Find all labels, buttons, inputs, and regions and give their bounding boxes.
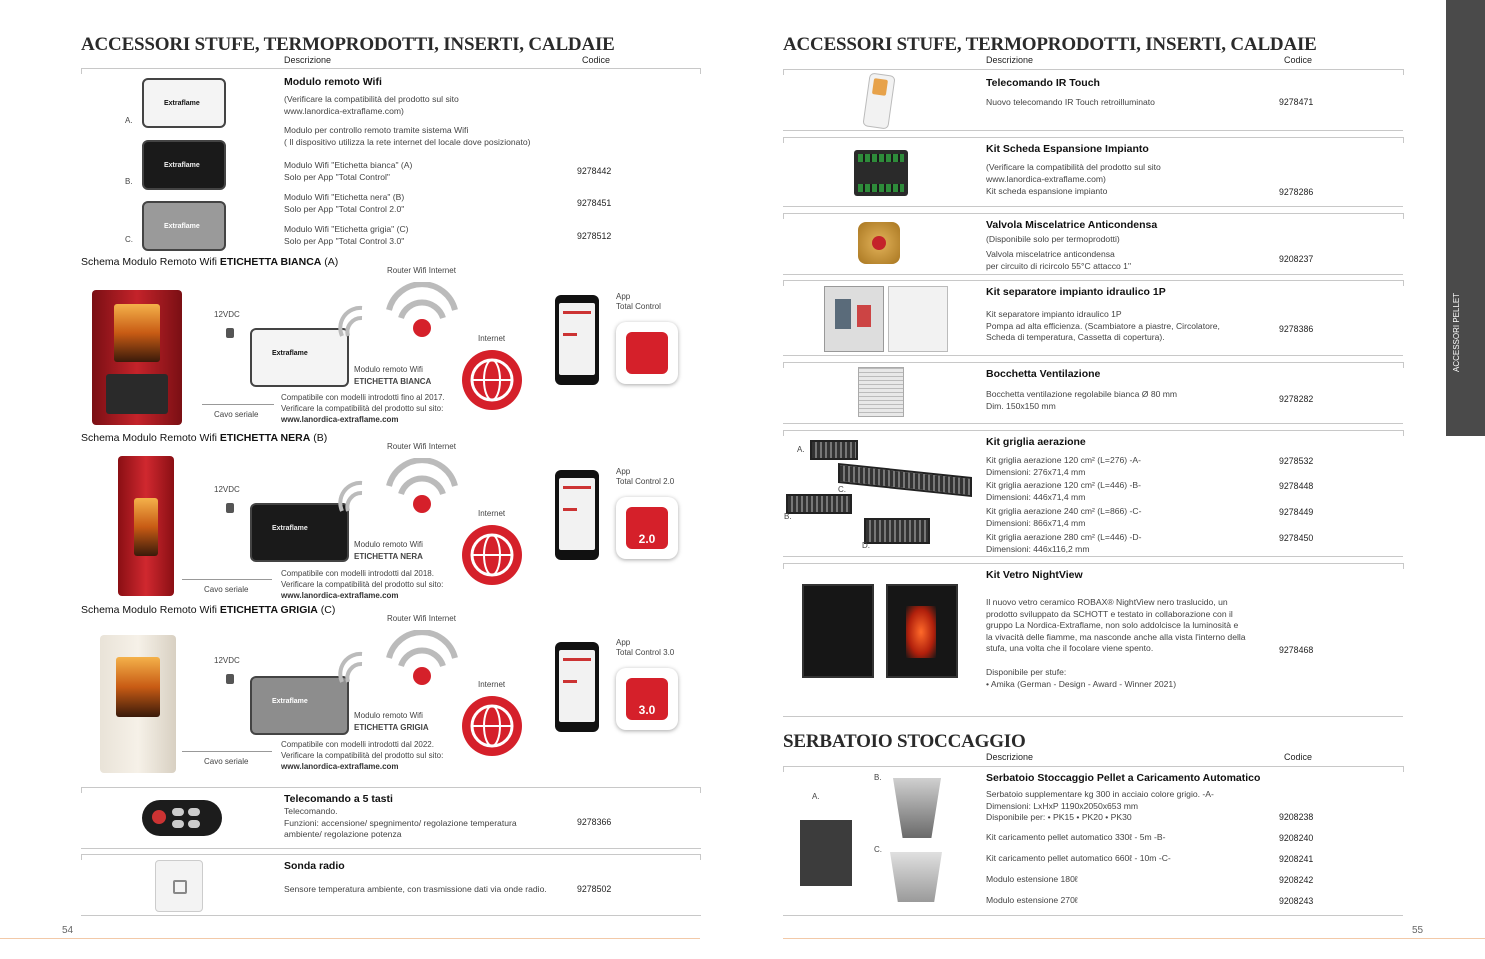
app-icon: 3.0 xyxy=(616,668,678,730)
pellet-tank-image xyxy=(800,820,852,886)
plug-icon xyxy=(226,503,234,513)
product-code: 9278451 xyxy=(577,198,612,208)
product-code: 9208238 xyxy=(1279,812,1314,822)
module-label-bold: ETICHETTA GRIGIA xyxy=(354,723,429,732)
globe-icon xyxy=(462,350,522,410)
grille-item-text: Kit griglia aerazione 280 cm² (L=446) -D- Dimensioni: 446x116,2 mm xyxy=(986,532,1142,554)
grille-item-text: Kit griglia aerazione 240 cm² (L=866) -C- Dimensioni: 866x71,4 mm xyxy=(986,506,1142,528)
power-label: 12VDC xyxy=(214,310,240,319)
ir-remote-image xyxy=(862,72,895,129)
internet-label: Internet xyxy=(478,334,506,343)
module-label: Modulo remoto Wifi xyxy=(354,365,423,374)
separator-cover-image xyxy=(888,286,948,352)
product-code: 9278471 xyxy=(1279,97,1314,107)
product-code: 9208241 xyxy=(1279,854,1314,864)
tank-row-text: Kit caricamento pellet automatico 330ℓ - 5m -B- xyxy=(986,832,1166,842)
stove-white-image xyxy=(100,635,176,773)
schema-title: Schema Modulo Remoto Wifi ETICHETTA GRIGIA (C) xyxy=(81,604,336,616)
wifi-signal-icon xyxy=(338,646,368,686)
product-code: 9278282 xyxy=(1279,394,1314,404)
grille-letter: A. xyxy=(797,445,805,454)
grille-letter: B. xyxy=(784,512,792,521)
globe-icon xyxy=(462,525,522,585)
app-label: App Total Control 3.0 xyxy=(616,638,675,657)
wifi-signal-icon xyxy=(338,300,368,340)
product-name: Kit Vetro NightView xyxy=(986,569,1083,581)
product-note: (Disponibile solo per termoprodotti) xyxy=(986,234,1120,244)
stove-red-image xyxy=(92,290,182,425)
schema-title: Schema Modulo Remoto Wifi ETICHETTA BIANCA (A) xyxy=(81,256,339,268)
wifi-module-image: Extraflame xyxy=(250,503,349,562)
website-link[interactable]: www.lanordica-extraflame.com xyxy=(281,762,399,771)
product-description: Kit separatore impianto idraulico 1P Pompa ad alta efficienza. (Scambiatore a piastre, Circolatore, Scheda di temperatura, Cassetta di copertura). xyxy=(986,309,1220,342)
product-code: 9208242 xyxy=(1279,875,1314,885)
cable-label: Cavo seriale xyxy=(204,757,249,766)
tank-letter: C. xyxy=(874,845,882,854)
product-code: 9278502 xyxy=(577,884,612,894)
aeration-grille-a-image xyxy=(810,440,858,460)
app-icon xyxy=(616,322,678,384)
compatibility-text: Compatibile con modelli introdotti fino al 2017. Verificare la compatibilità del prodotto sul sito: xyxy=(281,393,445,413)
product-code: 9278386 xyxy=(1279,324,1314,334)
cable-label: Cavo seriale xyxy=(214,410,259,419)
globe-icon xyxy=(462,696,522,756)
column-header-code: Codice xyxy=(1284,55,1313,65)
product-name: Bocchetta Ventilazione xyxy=(986,368,1101,380)
product-code: 9278366 xyxy=(577,817,612,827)
variant-text: Modulo Wifi "Etichetta bianca" (A) Solo per App "Total Control" xyxy=(284,160,413,182)
grille-item-text: Kit griglia aerazione 120 cm² (L=276) -A- Dimensioni: 276x71,4 mm xyxy=(986,455,1141,477)
column-header-description: Descrizione xyxy=(986,752,1034,762)
product-note: (Verificare la compatibilità del prodotto sul sito www.lanordica-extraflame.com) xyxy=(284,94,459,116)
stove-red-slim-image xyxy=(118,456,174,596)
variant-text: Modulo Wifi "Etichetta nera" (B) Solo per App "Total Control 2.0" xyxy=(284,192,405,214)
section-side-tab[interactable]: ACCESSORI PELLET xyxy=(1446,0,1485,436)
smartphone-image xyxy=(555,295,599,385)
cable-label: Cavo seriale xyxy=(204,585,249,594)
website-link[interactable]: www.lanordica-extraflame.com xyxy=(281,415,399,424)
product-name: Valvola Miscelatrice Anticondensa xyxy=(986,219,1158,231)
tank-row-text: Modulo estensione 180ℓ xyxy=(986,874,1078,884)
variant-letter: C. xyxy=(125,235,133,244)
product-description: Modulo per controllo remoto tramite sistema Wifi ( Il dispositivo utilizza la rete internet del locale dove posizionato) xyxy=(284,125,531,147)
aeration-grille-b-image xyxy=(786,494,852,514)
product-description: Sensore temperatura ambiente, con trasmissione dati via onde radio. xyxy=(284,884,547,894)
product-name: Modulo remoto Wifi xyxy=(284,76,382,88)
nightview-glass-on-image xyxy=(886,584,958,678)
aeration-grille-c-image xyxy=(838,463,972,497)
loading-kit-b-image xyxy=(893,778,941,838)
nightview-glass-off-image xyxy=(802,584,874,678)
product-availability: Disponibile per stufe: • Amika (German - Design - Award - Winner 2021) xyxy=(986,667,1177,689)
product-description: Il nuovo vetro ceramico ROBAX® NightView nero traslucido, un prodotto sviluppato da SCHOTT e testato in collaborazione con il gruppo La Nordica-Extraflame, non solo addolcisce la luminosità e la vivacità delle fiamme, ma nasconde anche alla vista l'interno della stufa, una volta che il focolare viene spento. xyxy=(986,597,1246,653)
schema-title: Schema Modulo Remoto Wifi ETICHETTA NERA (B) xyxy=(81,432,328,444)
radio-sensor-image xyxy=(155,860,203,912)
module-label: Modulo remoto Wifi xyxy=(354,540,423,549)
page-title-left: ACCESSORI STUFE, TERMOPRODOTTI, INSERTI, CALDAIE xyxy=(81,34,615,55)
wifi-signal-icon xyxy=(338,475,368,515)
internet-label: Internet xyxy=(478,509,506,518)
product-code: 9278286 xyxy=(1279,187,1314,197)
product-description: Kit scheda espansione impianto xyxy=(986,186,1108,196)
ventilation-grille-image xyxy=(858,367,904,417)
product-name: Serbatoio Stoccaggio Pellet a Caricamento Automatico xyxy=(986,772,1261,784)
product-code: 9278442 xyxy=(577,166,612,176)
compatibility-text: Compatibile con modelli introdotti dal 2022. Verificare la compatibilità del prodotto sul sito: xyxy=(281,740,444,760)
product-description: Valvola miscelatrice anticondensa per circuito di ricircolo 55°C attacco 1" xyxy=(986,249,1131,271)
module-label-bold: ETICHETTA NERA xyxy=(354,552,423,561)
tank-row-text: Modulo estensione 270ℓ xyxy=(986,895,1078,905)
product-note: (Verificare la compatibilità del prodotto sul sito www.lanordica-extraflame.com) xyxy=(986,162,1161,184)
page-number: 54 xyxy=(62,925,74,936)
wifi-module-image: Extraflame xyxy=(250,328,349,387)
loading-kit-c-image xyxy=(890,852,942,902)
product-name: Telecomando a 5 tasti xyxy=(284,793,393,805)
product-name: Kit griglia aerazione xyxy=(986,436,1086,448)
section-title-storage: SERBATOIO STOCCAGGIO xyxy=(783,731,1026,752)
variant-letter: A. xyxy=(125,116,133,125)
product-description: Serbatoio supplementare kg 300 in acciaio colore grigio. -A- Dimensioni: LxHxP 1190x2050x653 mm xyxy=(986,789,1214,811)
product-code: 9278448 xyxy=(1279,481,1314,491)
mixing-valve-image xyxy=(858,222,900,264)
wifi-module-image: Extraflame xyxy=(250,676,349,735)
product-code: 9278450 xyxy=(1279,533,1314,543)
module-label-bold: ETICHETTA BIANCA xyxy=(354,377,432,386)
tank-row-text: Kit caricamento pellet automatico 660ℓ - 10m -C- xyxy=(986,853,1171,863)
smartphone-image xyxy=(555,642,599,732)
compatibility-text: Compatibile con modelli introdotti dal 2018. Verificare la compatibilità del prodotto sul sito: xyxy=(281,569,444,589)
variant-letter: B. xyxy=(125,177,133,186)
column-header-description: Descrizione xyxy=(284,55,332,65)
product-code: 9208243 xyxy=(1279,896,1314,906)
page-title-right: ACCESSORI STUFE, TERMOPRODOTTI, INSERTI, CALDAIE xyxy=(783,34,1317,55)
plug-icon xyxy=(226,674,234,684)
internet-label: Internet xyxy=(478,680,506,689)
tank-letter: A. xyxy=(812,792,820,801)
website-link[interactable]: www.lanordica-extraflame.com xyxy=(281,591,399,600)
product-description: Telecomando. Funzioni: accensione/ spegnimento/ regolazione temperatura ambiente/ regolazione potenza xyxy=(284,806,517,839)
column-header-description: Descrizione xyxy=(986,55,1034,65)
expansion-board-image xyxy=(854,150,908,196)
power-label: 12VDC xyxy=(214,656,240,665)
router-label: Router Wifi Internet xyxy=(387,266,456,275)
smartphone-image xyxy=(555,470,599,560)
product-name: Telecomando IR Touch xyxy=(986,77,1100,89)
separator-open-image xyxy=(824,286,884,352)
module-label: Modulo remoto Wifi xyxy=(354,711,423,720)
router-icon xyxy=(385,282,460,338)
grille-letter: D. xyxy=(862,541,870,550)
router-icon xyxy=(385,630,460,686)
plug-icon xyxy=(226,328,234,338)
page-number: 55 xyxy=(1412,925,1424,936)
app-label: App Total Control xyxy=(616,292,661,311)
router-label: Router Wifi Internet xyxy=(387,614,456,623)
app-label: App Total Control 2.0 xyxy=(616,467,675,486)
product-code: 9278512 xyxy=(577,231,612,241)
variant-text: Modulo Wifi "Etichetta grigia" (C) Solo per App "Total Control 3.0" xyxy=(284,224,409,246)
product-code: 9278468 xyxy=(1279,645,1314,655)
product-code: 9208237 xyxy=(1279,254,1314,264)
column-header-code: Codice xyxy=(1284,752,1313,762)
product-code: 9278532 xyxy=(1279,456,1314,466)
grille-letter: C. xyxy=(838,485,846,494)
tank-letter: B. xyxy=(874,773,882,782)
product-name: Sonda radio xyxy=(284,860,345,872)
router-icon xyxy=(385,458,460,514)
router-label: Router Wifi Internet xyxy=(387,442,456,451)
product-name: Kit Scheda Espansione Impianto xyxy=(986,143,1149,155)
product-code: 9278449 xyxy=(1279,507,1314,517)
grille-item-text: Kit griglia aerazione 120 cm² (L=446) -B- Dimensioni: 446x71,4 mm xyxy=(986,480,1141,502)
product-description: Nuovo telecomando IR Touch retroilluminato xyxy=(986,97,1155,107)
product-code: 9208240 xyxy=(1279,833,1314,843)
tank-row-text: Disponibile per: • PK15 • PK20 • PK30 xyxy=(986,812,1132,822)
product-name: Kit separatore impianto idraulico 1P xyxy=(986,286,1166,298)
column-header-code: Codice xyxy=(582,55,611,65)
product-description: Bocchetta ventilazione regolabile bianca Ø 80 mm Dim. 150x150 mm xyxy=(986,389,1178,411)
power-label: 12VDC xyxy=(214,485,240,494)
remote-control-image xyxy=(142,800,222,836)
aeration-grille-d-image xyxy=(864,518,930,544)
app-icon: 2.0 xyxy=(616,497,678,559)
